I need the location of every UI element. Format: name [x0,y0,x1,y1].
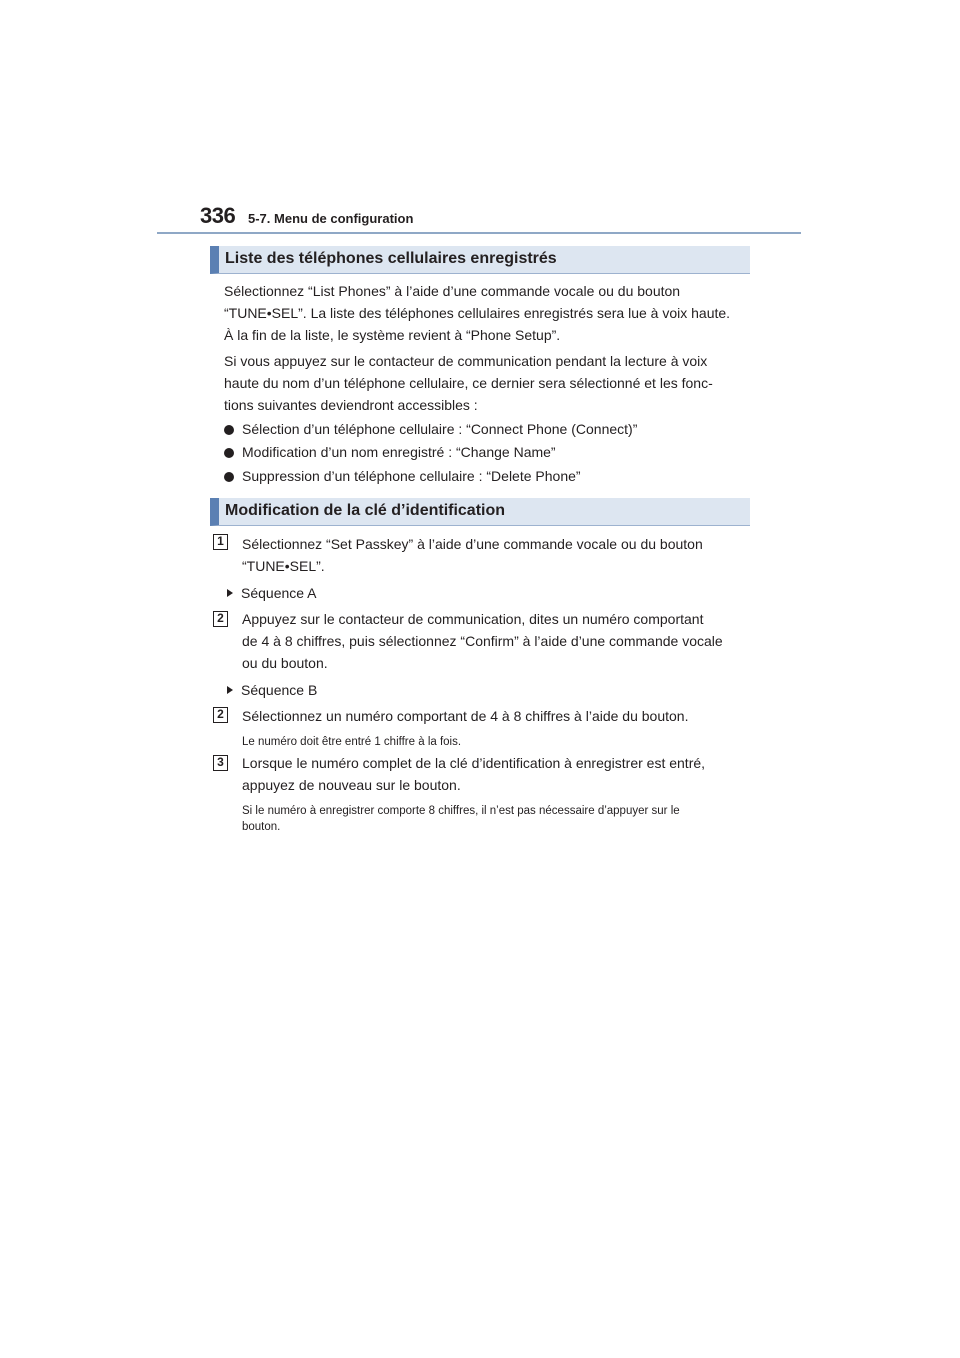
step-note: bouton. [242,821,281,833]
header-rule [157,232,801,234]
paragraph-line: “TUNE•SEL”. La liste des téléphones cellulaires enregistrés sera lue à voix haute. [224,305,731,321]
paragraph-line: tions suivantes deviendront accessibles : [224,397,478,413]
bullet-icon [224,472,234,482]
step-note: Le numéro doit être entré 1 chiffre à la fois. [242,736,462,748]
arrow-right-icon [227,686,233,694]
step-number-badge: 3 [213,755,228,771]
paragraph-line: Sélectionnez “List Phones” à l’aide d’une commande vocale ou du bouton [224,283,681,299]
arrow-right-icon [227,589,233,597]
section-title: Modification de la clé d’identification [225,502,506,519]
list-item: Suppression d’un téléphone cellulaire : “Delete Phone” [224,466,581,487]
section-title: Liste des téléphones cellulaires enregistrés [225,250,557,267]
sequence-label: Séquence B [227,680,317,701]
section-heading-passkey [210,498,750,526]
page-header [200,203,800,235]
step-line: Appuyez sur le contacteur de communication, dites un numéro comportant [242,611,704,627]
bullet-icon [224,448,234,458]
list-item: Sélection d’un téléphone cellulaire : “Connect Phone (Connect)” [224,419,637,440]
page-number: 336 [200,203,236,228]
section-heading-registered-phones [210,246,750,274]
sequence-label: Séquence A [227,583,317,604]
step-line: Sélectionnez “Set Passkey” à l’aide d’une commande vocale ou du bouton [242,536,703,552]
bullet-icon [224,425,234,435]
chapter-title: 5-7. Menu de configuration [248,211,414,226]
paragraph-line: Si vous appuyez sur le contacteur de communication pendant la lecture à voix [224,353,708,369]
list-item: Modification d’un nom enregistré : “Change Name” [224,442,556,463]
step-number-badge: 1 [213,534,228,550]
step-number-badge: 2 [213,611,228,627]
step-note: Si le numéro à enregistrer comporte 8 chiffres, il n’est pas nécessaire d’appuyer sur le [242,805,680,817]
paragraph-line: haute du nom d’un téléphone cellulaire, ce dernier sera sélectionné et les fonc- [224,375,713,391]
step-line: appuyez de nouveau sur le bouton. [242,777,461,793]
step-line: “TUNE•SEL”. [242,558,325,574]
step-number-badge: 2 [213,707,228,723]
step-line: de 4 à 8 chiffres, puis sélectionnez “Confirm” à l’aide d’une commande vocale [242,633,723,649]
step-line: ou du bouton. [242,655,328,671]
step-line: Sélectionnez un numéro comportant de 4 à 8 chiffres à l’aide du bouton. [242,708,689,724]
step-line: Lorsque le numéro complet de la clé d’identification à enregistrer est entré, [242,755,706,771]
paragraph-line: À la fin de la liste, le système revient à “Phone Setup”. [224,327,561,343]
